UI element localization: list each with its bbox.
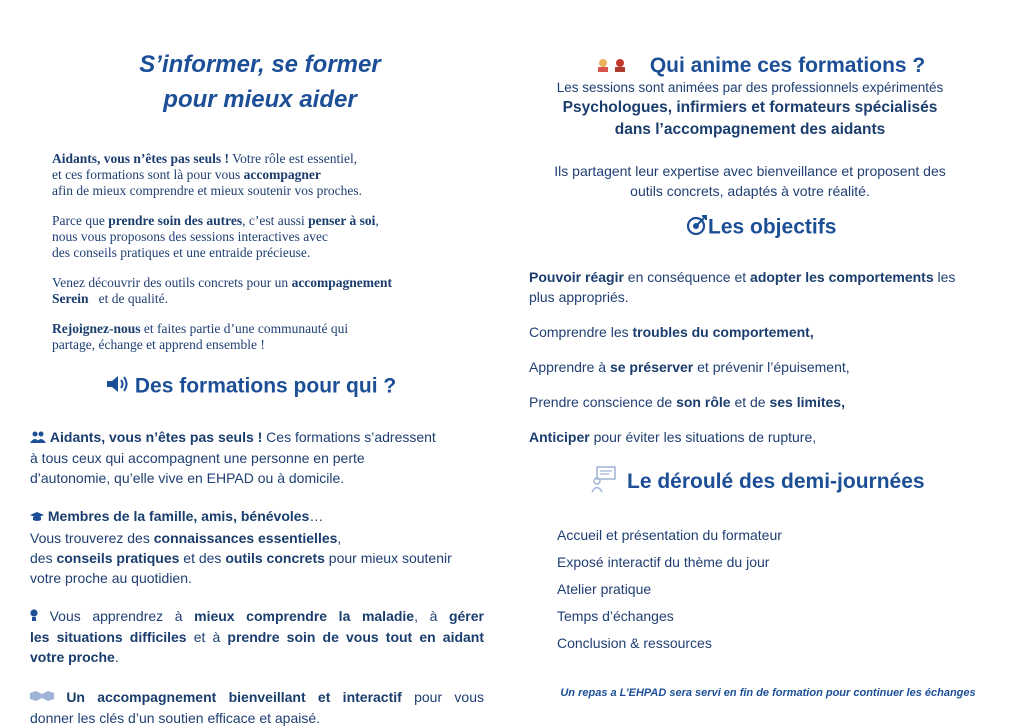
- objectives-list: Pouvoir réagir en conséquence et adopter les comportements les plus appropriés. Comprendre les troubles du comportement, Apprendre à se préserver et prévenir l’épuisement, Prendre conscience de son rôle et de ses limites, Anticiper pour éviter les situations de rupture,: [529, 269, 956, 445]
- trainers-text: Les sessions sont animées par des professionnels expérimentés Psychologues, infirmiers et formateurs spécialisés dans l’accompagnement des aidants Ils partagent leur expertise avec bienveillance et proposent des outils concrets, adaptés à votre réalité.: [554, 80, 946, 199]
- left-title: [60, 47, 460, 117]
- schedule-steps: [557, 526, 957, 661]
- presentation-icon: [591, 465, 617, 499]
- graduation-cap-icon: [30, 508, 44, 528]
- section-title-objectives: Les objectifs: [686, 214, 906, 242]
- section-title-trainers: Qui anime ces formations ?: [596, 54, 956, 78]
- section-title-schedule: Le déroulé des demi-journées: [591, 465, 991, 499]
- left-title-line2: pour mieux aider: [163, 86, 357, 113]
- lightbulb-icon: [30, 607, 38, 627]
- step-item: Temps d’échanges: [557, 608, 674, 624]
- handshake-icon: [30, 688, 54, 708]
- footer-note: Un repas a L’EHPAD sera servi en fin de formation pour continuer les échanges: [560, 687, 976, 699]
- intro-strong: Aidants, vous n’êtes pas seuls !: [52, 151, 230, 166]
- target-icon: [686, 214, 708, 242]
- people-icon: [30, 428, 46, 448]
- speaker-icon: [105, 373, 129, 401]
- intro-text: Aidants, vous n’êtes pas seuls ! Votre rôle est essentiel, et ces formations sont là pour vous accompagner afin de mieux comprendre et mieux soutenir vos proches. Parce que prendre soin des autres, c’est aussi penser à soi, nous vous proposons des sessions interactives avec des conseils pratiques et une entraide précieuse. Venez découvrir des outils concrets pour un accompagnement Serein et de qualité. Rejoignez-nous et faites partie d’une communauté qui partage, échange et apprend ensemble !: [52, 151, 393, 352]
- section-title-who: Des formations pour qui ?: [105, 373, 425, 401]
- step-item: Atelier pratique: [557, 581, 652, 597]
- left-title-line1: S’informer, se former: [139, 51, 381, 78]
- trainers-emoji-icon: [596, 54, 630, 78]
- who-block: Aidants, vous n’êtes pas seuls ! Ces formations s’adressent à tous ceux qui accompagnent une personne en perte d’autonomie, qu’elle vive en EHPAD ou à domicile. Membres de la famille, amis, bénévoles… Vous trouverez des connaissances essentielles, des conseils pratiques et des outils concrets pour mieux soutenir votre proche au quotidien. Vous apprendrez à mieux comprendre la maladie, à gérer les situations difficiles et à prendre soin de vous tout en aidant votre proche. Un accompagnement bienveillant et interactif pour vous donner les clés d’un soutien efficace et apaisé.: [30, 429, 485, 727]
- step-item: Exposé interactif du thème du jour: [557, 554, 770, 570]
- step-item: Conclusion & ressources: [557, 635, 712, 651]
- step-item: Accueil et présentation du formateur: [557, 527, 782, 543]
